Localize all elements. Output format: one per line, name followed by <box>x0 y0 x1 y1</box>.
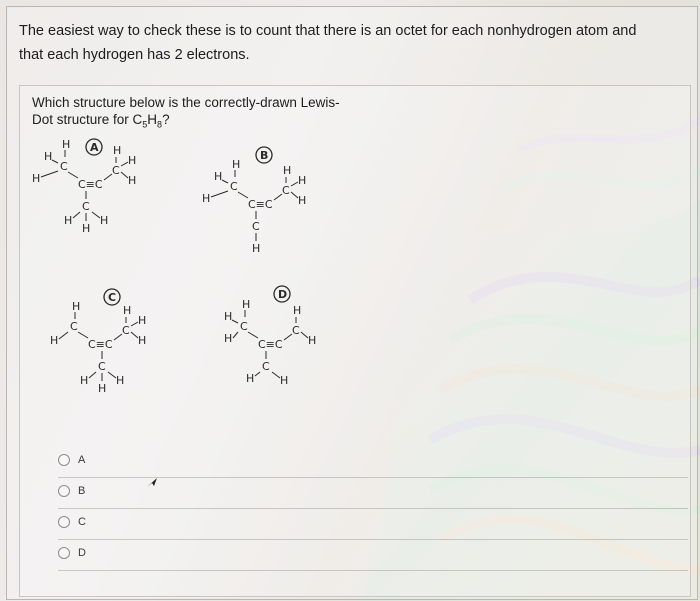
radio-b[interactable] <box>58 485 70 497</box>
option-b-label: B <box>78 485 86 497</box>
structure-a <box>32 138 136 235</box>
atom-c: C <box>262 360 270 373</box>
atom-h: H <box>64 214 73 227</box>
atom-h: H <box>128 174 137 187</box>
question-text <box>32 94 340 134</box>
radio-a[interactable] <box>58 454 70 466</box>
atom-h: H <box>113 144 122 157</box>
atom-c: C <box>240 320 248 333</box>
divider <box>58 508 688 509</box>
atom-h: H <box>298 194 307 207</box>
atom-h: H <box>32 172 41 185</box>
atom-c: C <box>282 184 290 197</box>
option-a[interactable] <box>58 448 688 472</box>
question-line-1: Which structure below is the correctly-drawn Lewis- <box>32 95 340 110</box>
question-line-2: Dot structure for $C_5H_8$? <box>32 112 170 130</box>
question-panel <box>19 85 691 597</box>
structure-b <box>202 147 306 255</box>
atom-triple-bond: C≡C <box>88 338 113 351</box>
atom-h: H <box>232 158 241 171</box>
structure-a-label: A <box>90 141 99 154</box>
atom-h: H <box>252 242 261 255</box>
atom-h: H <box>44 150 53 163</box>
atom-h: H <box>98 382 107 395</box>
atom-c: C <box>70 320 78 333</box>
atom-triple-bond: C≡C <box>78 178 103 191</box>
option-a-label: A <box>78 454 86 466</box>
option-d-label: D <box>78 547 86 559</box>
atom-c: C <box>98 360 106 373</box>
atom-h: H <box>224 332 233 345</box>
atom-triple-bond: C≡C <box>248 198 273 211</box>
atom-triple-bond: C≡C <box>258 338 283 351</box>
atom-h: H <box>82 222 91 235</box>
atom-h: H <box>50 334 59 347</box>
structure-b-label: B <box>260 149 269 162</box>
atom-c: C <box>252 220 260 233</box>
atom-h: H <box>72 300 81 313</box>
structure-d <box>224 286 316 387</box>
atom-c: C <box>292 324 300 337</box>
radio-d[interactable] <box>58 547 70 559</box>
atom-c: C <box>230 180 238 193</box>
atom-h: H <box>242 298 251 311</box>
atom-c: C <box>82 200 90 213</box>
atom-h: H <box>298 174 307 187</box>
divider <box>58 539 688 540</box>
atom-c: C <box>122 324 130 337</box>
option-c[interactable] <box>58 510 688 534</box>
atom-h: H <box>100 214 109 227</box>
atom-h: H <box>202 192 211 205</box>
radio-c[interactable] <box>58 516 70 528</box>
atom-h: H <box>283 164 292 177</box>
atom-h: H <box>123 304 132 317</box>
atom-h: H <box>116 374 125 387</box>
divider <box>58 570 688 571</box>
instruction-text <box>19 19 679 67</box>
atom-h: H <box>214 170 223 183</box>
option-c-label: C <box>78 516 86 528</box>
atom-h: H <box>138 334 147 347</box>
structure-c <box>50 289 146 395</box>
atom-h: H <box>280 374 289 387</box>
lewis-structures-figure <box>20 136 420 406</box>
atom-h: H <box>246 372 255 385</box>
atom-h: H <box>138 314 147 327</box>
structure-d-label: D <box>278 288 288 301</box>
atom-h: H <box>293 304 302 317</box>
atom-c: C <box>60 160 68 173</box>
atom-h: H <box>128 154 137 167</box>
option-d[interactable] <box>58 541 688 565</box>
instruction-line-1: The easiest way to check these is to count that there is an octet for each nonhydrogen atom and <box>19 23 637 39</box>
atom-c: C <box>112 164 120 177</box>
question-card <box>6 6 698 600</box>
instruction-line-2: that each hydrogen has 2 electrons. <box>19 47 250 63</box>
atom-h: H <box>62 138 71 151</box>
structure-c-label: C <box>108 291 117 304</box>
atom-h: H <box>80 374 89 387</box>
mouse-pointer-icon <box>146 477 158 489</box>
atom-h: H <box>224 310 233 323</box>
atom-h: H <box>308 334 317 347</box>
